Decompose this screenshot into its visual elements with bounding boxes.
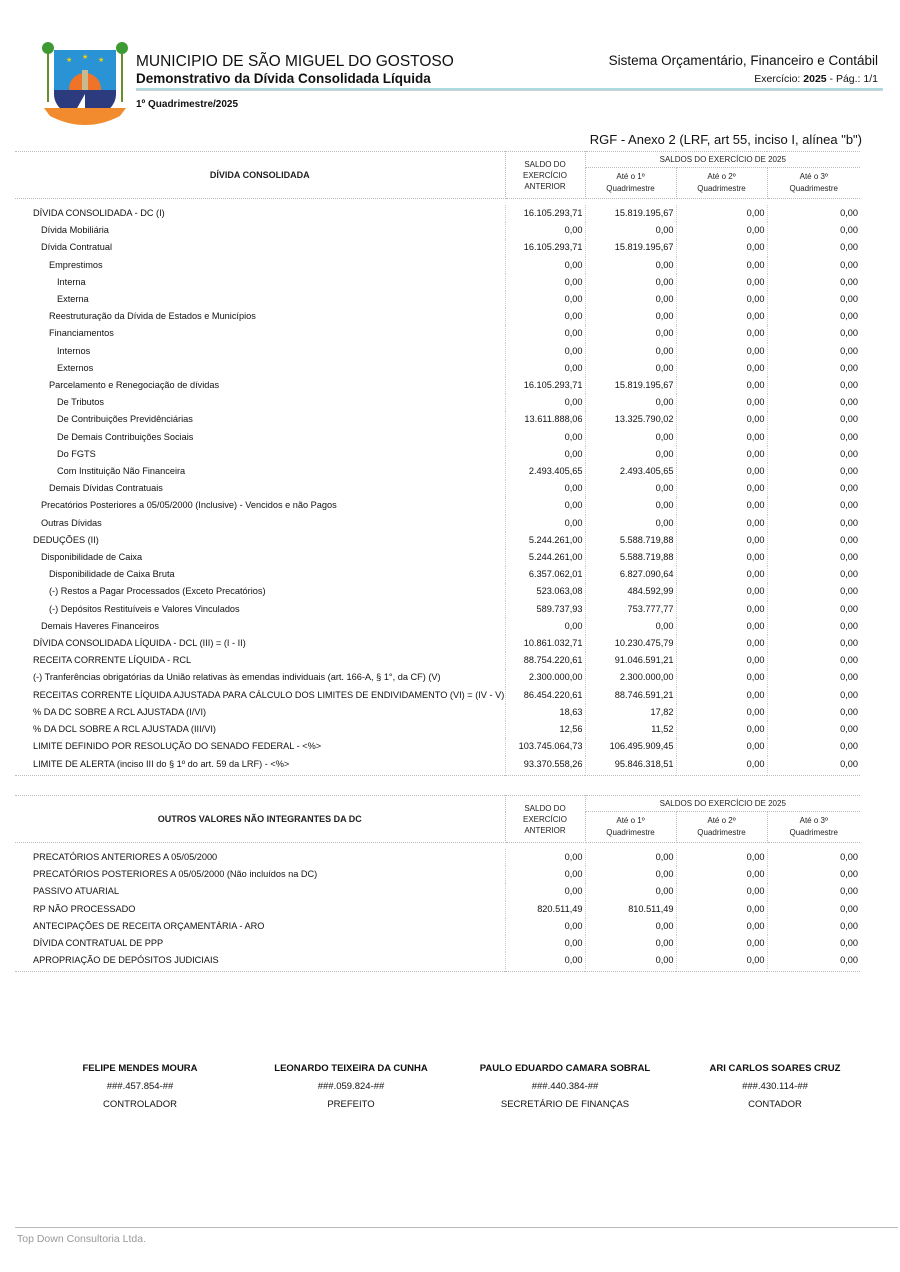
col-q3: Até o 3º Quadrimestre [767, 812, 860, 843]
table-row [15, 687, 860, 704]
row-value: 13.325.790,02 [585, 411, 676, 428]
row-value: 0,00 [840, 345, 859, 356]
row-value: 0,00 [840, 242, 859, 253]
table-row [15, 325, 860, 342]
table-row [15, 429, 860, 446]
row-value: 0,00 [840, 362, 859, 373]
table-row [15, 601, 860, 618]
row-value: 0,00 [840, 414, 859, 425]
table-row [15, 257, 860, 274]
table-row [15, 205, 860, 222]
row-label: RP NÃO PROCESSADO [15, 901, 505, 918]
row-value: 0,00 [505, 446, 585, 463]
row-value: 0,00 [676, 429, 767, 446]
row-value: 0,00 [676, 360, 767, 377]
table-row [15, 583, 860, 600]
row-value: 0,00 [585, 325, 676, 342]
table-row [15, 274, 860, 291]
row-value: 0,00 [676, 463, 767, 480]
row-label: RECEITAS CORRENTE LÍQUIDA AJUSTADA PARA CÁLCULO DOS LIMITES DE ENDIVIDAMENTO (VI) = (IV - V) [15, 687, 505, 704]
table-row [15, 343, 860, 360]
row-label: Com Instituição Não Financeira [15, 463, 505, 480]
col-q2: Até o 2º Quadrimestre [676, 168, 767, 199]
row-value: 0,00 [840, 638, 859, 649]
row-value: 0,00 [840, 603, 859, 614]
row-value: 0,00 [505, 429, 585, 446]
row-value: 0,00 [676, 952, 767, 969]
row-value: 106.495.909,45 [585, 738, 676, 755]
row-label: De Tributos [15, 394, 505, 411]
row-value: 0,00 [676, 738, 767, 755]
report-title: Demonstrativo da Dívida Consolidada Líquida [136, 71, 431, 86]
svg-text:★: ★ [98, 57, 105, 64]
row-value: 0,00 [505, 291, 585, 308]
row-value: 0,00 [505, 918, 585, 935]
table-row [15, 532, 860, 549]
row-value: 0,00 [840, 758, 859, 769]
row-value: 18,63 [505, 704, 585, 721]
row-value: 11,52 [585, 721, 676, 738]
row-value: 5.588.719,88 [585, 549, 676, 566]
table-row [15, 446, 860, 463]
footer-divider [15, 1227, 898, 1228]
signer-name: ARI CARLOS SOARES CRUZ [709, 1063, 841, 1074]
row-value: 820.511,49 [505, 901, 585, 918]
row-value: 0,00 [585, 497, 676, 514]
row-value: 0,00 [676, 205, 767, 222]
row-value: 0,00 [585, 849, 676, 866]
row-value: 2.493.405,65 [505, 463, 585, 480]
row-value: 0,00 [840, 741, 859, 752]
row-value: 0,00 [676, 497, 767, 514]
row-value: 0,00 [840, 886, 859, 897]
municipality-name: MUNICIPIO DE SÃO MIGUEL DO GOSTOSO [136, 53, 454, 70]
row-value: 15.819.195,67 [585, 377, 676, 394]
table-row [15, 549, 860, 566]
row-value: 0,00 [505, 497, 585, 514]
row-value: 0,00 [840, 448, 859, 459]
row-value: 0,00 [676, 377, 767, 394]
signature-controller [35, 1060, 245, 1114]
col-q1: Até o 1º Quadrimestre [585, 168, 676, 199]
row-label: (-) Tranferências obrigatórias da União relativas às emendas individuais (art. 166-A, § 1°, da CF) (V) [15, 669, 505, 686]
row-value: 589.737,93 [505, 601, 585, 618]
table-row [15, 935, 860, 952]
row-value: 753.777,77 [585, 601, 676, 618]
row-value: 16.105.293,71 [505, 205, 585, 222]
row-value: 0,00 [840, 259, 859, 270]
row-value: 2.300.000,00 [505, 669, 585, 686]
row-value: 0,00 [676, 583, 767, 600]
row-value: 0,00 [840, 903, 859, 914]
row-label: PRECATÓRIOS ANTERIORES A 05/05/2000 [15, 849, 505, 866]
signer-name: FELIPE MENDES MOURA [82, 1063, 198, 1074]
other-values-table [15, 795, 860, 972]
row-value: 103.745.064,73 [505, 738, 585, 755]
row-value: 0,00 [585, 918, 676, 935]
signer-document: ###.440.384-## [531, 1081, 599, 1092]
row-value: 6.357.062,01 [505, 566, 585, 583]
signature-accountant [670, 1060, 880, 1114]
row-value: 5.244.261,00 [505, 532, 585, 549]
table-row [15, 515, 860, 532]
exercise-label: Exercício: [754, 73, 804, 85]
row-value: 0,00 [505, 343, 585, 360]
row-label: Demais Haveres Financeiros [15, 618, 505, 635]
row-label: Financiamentos [15, 325, 505, 342]
signer-name: PAULO EDUARDO CAMARA SOBRAL [479, 1063, 651, 1074]
row-value: 0,00 [840, 517, 859, 528]
row-value: 0,00 [840, 380, 859, 391]
row-value: 0,00 [676, 274, 767, 291]
row-value: 12,56 [505, 721, 585, 738]
row-value: 91.046.591,21 [585, 652, 676, 669]
signer-role: PREFEITO [327, 1099, 375, 1110]
row-label: DÍVIDA CONSOLIDADA - DC (I) [15, 205, 505, 222]
row-value: 0,00 [505, 325, 585, 342]
row-value: 15.819.195,67 [585, 205, 676, 222]
row-value: 6.827.090,64 [585, 566, 676, 583]
row-value: 0,00 [585, 257, 676, 274]
signer-document: ###.430.114-## [742, 1081, 808, 1092]
row-value: 0,00 [676, 222, 767, 239]
table-row [15, 618, 860, 635]
row-value: 13.611.888,06 [505, 411, 585, 428]
row-value: 0,00 [505, 394, 585, 411]
consolidated-debt-table [15, 151, 860, 776]
row-value: 0,00 [840, 920, 859, 931]
col-group-header: SALDOS DO EXERCÍCIO DE 2025 [585, 152, 860, 168]
row-value: 0,00 [840, 500, 859, 511]
row-value: 0,00 [676, 549, 767, 566]
row-value: 0,00 [840, 552, 859, 563]
row-value: 0,00 [676, 394, 767, 411]
row-value: 5.588.719,88 [585, 532, 676, 549]
row-label: Dívida Contratual [15, 239, 505, 256]
row-value: 0,00 [585, 429, 676, 446]
row-value: 0,00 [676, 935, 767, 952]
table-row [15, 360, 860, 377]
row-value: 810.511,49 [585, 901, 676, 918]
row-value: 0,00 [840, 311, 859, 322]
signer-role: SECRETÁRIO DE FINANÇAS [500, 1099, 630, 1110]
row-value: 0,00 [585, 291, 676, 308]
row-value: 0,00 [585, 952, 676, 969]
row-value: 0,00 [585, 515, 676, 532]
row-label: Outras Dívidas [15, 515, 505, 532]
exercise-page-info [754, 73, 878, 85]
row-value: 10.230.475,79 [585, 635, 676, 652]
row-label: Interna [15, 274, 505, 291]
row-value: 0,00 [840, 672, 859, 683]
row-value: 0,00 [840, 569, 859, 580]
row-value: 5.244.261,00 [505, 549, 585, 566]
row-value: 0,00 [840, 534, 859, 545]
row-value: 0,00 [505, 480, 585, 497]
row-label: Do FGTS [15, 446, 505, 463]
table-row [15, 952, 860, 969]
signer-document: ###.457.854-## [106, 1081, 174, 1092]
row-label: (-) Restos a Pagar Processados (Exceto Precatórios) [15, 583, 505, 600]
row-label: ANTECIPAÇÕES DE RECEITA ORÇAMENTÁRIA - ARO [15, 918, 505, 935]
row-label: Demais Dívidas Contratuais [15, 480, 505, 497]
row-value: 0,00 [840, 483, 859, 494]
row-label: % DA DC SOBRE A RCL AJUSTADA (I/VI) [15, 704, 505, 721]
table-row [15, 721, 860, 738]
row-value: 0,00 [840, 706, 859, 717]
row-label: % DA DCL SOBRE A RCL AJUSTADA (III/VI) [15, 721, 505, 738]
col-prev-balance: SALDO DO EXERCÍCIO ANTERIOR [505, 796, 585, 843]
row-value: 0,00 [840, 397, 859, 408]
signer-document: ###.059.824-## [317, 1081, 385, 1092]
row-value: 0,00 [840, 620, 859, 631]
row-value: 0,00 [840, 294, 859, 305]
row-value: 88.746.591,21 [585, 687, 676, 704]
row-value: 86.454.220,61 [505, 687, 585, 704]
row-value: 0,00 [505, 849, 585, 866]
row-label: (-) Depósitos Restituíveis e Valores Vinculados [15, 601, 505, 618]
table-row [15, 652, 860, 669]
page-number: - Pág.: 1/1 [826, 73, 878, 85]
row-value: 0,00 [840, 431, 859, 442]
row-value: 16.105.293,71 [505, 239, 585, 256]
row-value: 0,00 [505, 308, 585, 325]
row-value: 0,00 [676, 446, 767, 463]
row-value: 0,00 [585, 308, 676, 325]
row-value: 0,00 [505, 618, 585, 635]
row-value: 0,00 [676, 901, 767, 918]
row-value: 0,00 [676, 635, 767, 652]
table-row [15, 222, 860, 239]
row-value: 0,00 [840, 852, 859, 862]
row-value: 0,00 [585, 883, 676, 900]
table-row [15, 756, 860, 773]
row-value: 0,00 [840, 938, 859, 949]
table-row [15, 291, 860, 308]
row-value: 0,00 [585, 446, 676, 463]
col-q3: Até o 3º Quadrimestre [767, 168, 860, 199]
table-row [15, 635, 860, 652]
municipal-coat-of-arms-logo [40, 42, 130, 132]
row-label: LIMITE DE ALERTA (inciso III do § 1º do art. 59 da LRF) - <%> [15, 756, 505, 773]
row-value: 0,00 [840, 208, 859, 218]
table-row [15, 411, 860, 428]
row-value: 0,00 [505, 360, 585, 377]
row-value: 0,00 [585, 343, 676, 360]
row-label: De Demais Contribuições Sociais [15, 429, 505, 446]
row-value: 0,00 [676, 652, 767, 669]
table-row [15, 849, 860, 866]
signer-role: CONTROLADOR [103, 1099, 177, 1110]
row-value: 0,00 [676, 532, 767, 549]
signer-role: CONTADOR [748, 1099, 802, 1110]
row-value: 0,00 [676, 257, 767, 274]
row-value: 0,00 [585, 274, 676, 291]
table-row [15, 866, 860, 883]
table-row [15, 463, 860, 480]
table-row [15, 480, 860, 497]
row-value: 88.754.220,61 [505, 652, 585, 669]
row-value: 0,00 [585, 222, 676, 239]
row-value: 0,00 [676, 411, 767, 428]
row-value: 0,00 [676, 704, 767, 721]
row-value: 0,00 [840, 689, 859, 700]
row-value: 0,00 [676, 918, 767, 935]
svg-text:★: ★ [66, 57, 73, 64]
row-label: LIMITE DEFINIDO POR RESOLUÇÃO DO SENADO FEDERAL - <%> [15, 738, 505, 755]
row-value: 10.861.032,71 [505, 635, 585, 652]
col-q2: Até o 2º Quadrimestre [676, 812, 767, 843]
row-value: 0,00 [505, 257, 585, 274]
table-row [15, 497, 860, 514]
signature-finance-secretary [460, 1060, 670, 1114]
table-row [15, 308, 860, 325]
row-value: 0,00 [676, 618, 767, 635]
row-value: 0,00 [585, 360, 676, 377]
table-row [15, 669, 860, 686]
row-value: 0,00 [505, 866, 585, 883]
table-row [15, 704, 860, 721]
row-value: 95.846.318,51 [585, 756, 676, 773]
table-row [15, 239, 860, 256]
footer-company: Top Down Consultoria Ltda. [17, 1233, 146, 1245]
row-value: 0,00 [585, 866, 676, 883]
row-value: 0,00 [676, 566, 767, 583]
row-value: 0,00 [585, 394, 676, 411]
row-value: 0,00 [840, 655, 859, 666]
row-label: Disponibilidade de Caixa Bruta [15, 566, 505, 583]
row-label: Dívida Mobiliária [15, 222, 505, 239]
row-value: 0,00 [505, 222, 585, 239]
system-name: Sistema Orçamentário, Financeiro e Contábil [608, 53, 878, 68]
row-label: Internos [15, 343, 505, 360]
row-label: Emprestimos [15, 257, 505, 274]
row-value: 0,00 [840, 586, 859, 597]
row-value: 0,00 [505, 883, 585, 900]
row-value: 2.300.000,00 [585, 669, 676, 686]
row-value: 0,00 [676, 883, 767, 900]
row-value: 0,00 [676, 669, 767, 686]
row-value: 523.063,08 [505, 583, 585, 600]
table-row [15, 738, 860, 755]
table-row [15, 883, 860, 900]
row-value: 0,00 [585, 480, 676, 497]
row-value: 0,00 [840, 276, 859, 287]
row-value: 0,00 [840, 466, 859, 477]
row-value: 17,82 [585, 704, 676, 721]
row-value: 0,00 [676, 515, 767, 532]
row-value: 0,00 [676, 480, 767, 497]
row-label: DEDUÇÕES (II) [15, 532, 505, 549]
row-label: Reestruturação da Dívida de Estados e Municípios [15, 308, 505, 325]
table-row [15, 394, 860, 411]
table-title: DÍVIDA CONSOLIDADA [15, 152, 505, 199]
row-value: 0,00 [676, 866, 767, 883]
row-label: PASSIVO ATUARIAL [15, 883, 505, 900]
col-group-header: SALDOS DO EXERCÍCIO DE 2025 [585, 796, 860, 812]
row-label: Disponibilidade de Caixa [15, 549, 505, 566]
col-prev-balance: SALDO DO EXERCÍCIO ANTERIOR [505, 152, 585, 199]
row-value: 0,00 [676, 325, 767, 342]
svg-text:★: ★ [82, 54, 89, 61]
row-value: 0,00 [505, 274, 585, 291]
row-value: 0,00 [505, 515, 585, 532]
exercise-year: 2025 [803, 73, 827, 85]
row-label: Externos [15, 360, 505, 377]
table-row [15, 566, 860, 583]
row-value: 0,00 [676, 291, 767, 308]
row-label: APROPRIAÇÃO DE DEPÓSITOS JUDICIAIS [15, 952, 505, 969]
row-value: 15.819.195,67 [585, 239, 676, 256]
row-label: PRECATÓRIOS POSTERIORES A 05/05/2000 (Não incluídos na DC) [15, 866, 505, 883]
row-value: 0,00 [840, 724, 859, 735]
table-row [15, 377, 860, 394]
row-label: DÍVIDA CONSOLIDADA LÍQUIDA - DCL (III) = (I - II) [15, 635, 505, 652]
signer-name: LEONARDO TEIXEIRA DA CUNHA [274, 1063, 428, 1074]
signature-mayor [246, 1060, 456, 1114]
row-label: DÍVIDA CONTRATUAL DE PPP [15, 935, 505, 952]
report-period: 1º Quadrimestre/2025 [136, 99, 239, 110]
row-value: 0,00 [585, 935, 676, 952]
row-label: Precatórios Posteriores a 05/05/2000 (Inclusive) - Vencidos e não Pagos [15, 497, 505, 514]
row-value: 0,00 [505, 935, 585, 952]
row-value: 0,00 [676, 756, 767, 773]
row-value: 0,00 [676, 601, 767, 618]
row-value: 93.370.558,26 [505, 756, 585, 773]
row-value: 0,00 [676, 308, 767, 325]
row-value: 484.592,99 [585, 583, 676, 600]
row-value: 16.105.293,71 [505, 377, 585, 394]
row-value: 2.493.405,65 [585, 463, 676, 480]
row-value: 0,00 [676, 239, 767, 256]
annex-reference: RGF - Anexo 2 (LRF, art 55, inciso I, alínea "b") [589, 132, 862, 147]
row-value: 0,00 [840, 328, 859, 339]
row-value: 0,00 [676, 687, 767, 704]
row-value: 0,00 [676, 343, 767, 360]
row-value: 0,00 [585, 618, 676, 635]
row-value: 0,00 [505, 952, 585, 969]
row-value: 0,00 [676, 849, 767, 866]
row-label: Externa [15, 291, 505, 308]
row-label: RECEITA CORRENTE LÍQUIDA - RCL [15, 652, 505, 669]
table-title: OUTROS VALORES NÃO INTEGRANTES DA DC [15, 796, 505, 843]
table-row [15, 918, 860, 935]
row-value: 0,00 [840, 225, 859, 236]
table-row [15, 901, 860, 918]
row-label: Parcelamento e Renegociação de dívidas [15, 377, 505, 394]
row-label: De Contribuições Previdênciárias [15, 411, 505, 428]
row-value: 0,00 [840, 955, 859, 966]
col-q1: Até o 1º Quadrimestre [585, 812, 676, 843]
header-divider [136, 88, 883, 91]
row-value: 0,00 [676, 721, 767, 738]
row-value: 0,00 [840, 869, 859, 880]
